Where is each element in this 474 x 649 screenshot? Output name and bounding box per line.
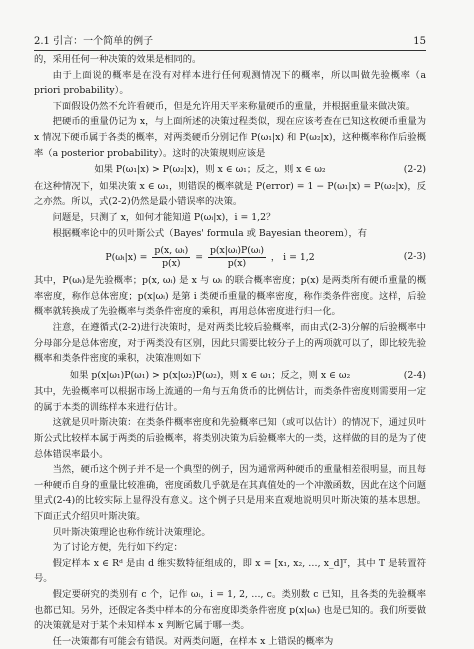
paragraph: 注意，在遵循式(2-2)进行决策时，是对两类比较后验概率，而由式(2-3)分解的后验概率中分母部分是总体密度，对于两类没有区别，因此只需要比较分子上的两项就可以了，即比较先验概率和类条件密度的乘积，决策准则如下 [34,321,426,365]
paragraph: 任一决策都有可能会有错误。对两类问题，在样本 x 上错误的概率为 [52,635,334,647]
running-header [34,32,426,51]
paragraph: 这就是贝叶斯决策：在类条件概率密度和先验概率已知（或可以估计）的情况下，通过贝叶斯公式比较样本属于两类的后验概率，将类别决策为后验概率大的一类，这样做的目的是为了使总体错误率最小。 [34,417,426,460]
section-title: 2.1 引言：一个简单的例子 [34,36,154,47]
fraction-numerator: p(x, ωᵢ) [154,244,189,256]
fraction-numerator: p(x|ωᵢ)P(ωᵢ) [209,244,264,256]
equation-2-4 [34,368,426,384]
page-body [34,52,426,649]
page-number: 15 [413,36,426,47]
fraction [152,245,190,270]
paragraph: 当然，硬币这个例子并不是一个典型的例子，因为通常两种硬币的重量相差很明显，而且每一种硬币自身的重量比较准确，密度函数几乎就是在其真值处的一个冲激函数，因此在这个问题里式(2-4)的比较实际上显得没有意义。这个例子只是用来直观地说明贝叶斯决策的基本思想。下面正式介绍贝叶斯决策。 [34,464,426,523]
paragraph: 假定要研究的类别有 c 个，记作 ωᵢ，i = 1, 2, …, c。类别数 c 已知，且各类的先验概率也都已知。另外，还假定各类中样本的分布密度即类条件密度 p(x|ωᵢ) 也是已知的。我们所要做的决策就是对于某个未知样本 x 判断它属于哪一类。 [34,589,426,632]
fraction-denominator: p(x) [162,257,181,269]
paragraph: 其中，P(ωᵢ)是先验概率；p(x, ωᵢ) 是 x 与 ωᵢ 的联合概率密度；p(x) 是两类所有硬币重量的概率密度，称作总体密度；p(x|ωᵢ) 是第 i 类硬币重量的概率密度，称作类条件密度。这样，后验概率就转换成了先验概率与类条件密度的乘积，再用总体密度进行归一化。 [34,275,426,318]
equation-number: (2-4) [403,369,426,381]
paragraph: 把硬币的重量仍记为 x，与上面所述的决策过程类似，现在应该考查在已知这枚硬币重量为 x 情况下硬币属于各类的概率，对两类硬币分别记作 P(ω₁|x) 和 P(ω₂|x)，这种概率称作后验概率（a posterior probability）。这时的决策规则应该是 [34,116,426,159]
equals-sign: = [195,251,203,263]
equation-expression: 如果 P(ω₁|x) > P(ω₂|x)，则 x ∈ ω₁；反之，则 x ∈ ω₂ [94,164,326,176]
paragraph: 根据概率论中的贝叶斯公式（Bayes' formula 或 Bayesian theorem），有 [52,227,368,239]
paragraph: 问题是，只测了 x，如何才能知道 P(ωᵢ|x)，i = 1,2？ [52,211,276,223]
equation-2-3 [34,242,426,272]
paragraph: 由于上面说的概率是在没有对样本进行任何观测情况下的概率，所以叫做先验概率（a priori probability）。 [34,69,426,97]
paragraph: 为了讨论方便，先行如下约定： [52,542,183,554]
equation-expression: 如果 p(x|ω₁)P(ω₁) > p(x|ω₂)P(ω₂)，则 x ∈ ω₁；反之，则 x ∈ ω₂ [69,369,351,381]
equation-lhs: P(ωᵢ|x) = [105,251,148,263]
paragraph: 其中，先验概率可以根据市场上流通的一角与五角货币的比例估计，而类条件密度则需要用一定的属于本类的训练样本来进行估计。 [34,386,426,413]
paragraph: 贝叶斯决策理论也称作统计决策理论。 [52,526,211,538]
paragraph: 在这种情况下，如果决策 x ∈ ω₁，则错误的概率就是 P(error) = 1 − P(ω₁|x) = P(ω₂|x)，反之亦然。所以，式(2-2)仍然是最小错误率的决策。 [34,180,426,208]
equation-tail: ， i = 1,2 [270,251,315,263]
paragraph: 假定样本 x ∈ Rᵈ 是由 d 维实数特征组成的，即 x = [x₁, x₂, …, x_d]ᵀ，其中 T 是转置符号。 [34,557,426,585]
equation-2-2 [34,162,426,178]
equation-expression [34,245,386,270]
fraction-denominator: p(x) [227,257,247,269]
paragraph: 下面假设仍然不允许看硬币，但是允许用天平来称量硬币的重量，并根据重量来做决策。 [52,100,416,112]
fraction [208,245,266,270]
equation-number: (2-3) [403,251,426,263]
equation-number: (2-2) [403,164,426,176]
paragraph: 的，采用任何一种决策的效果是相同的。 [34,54,202,65]
